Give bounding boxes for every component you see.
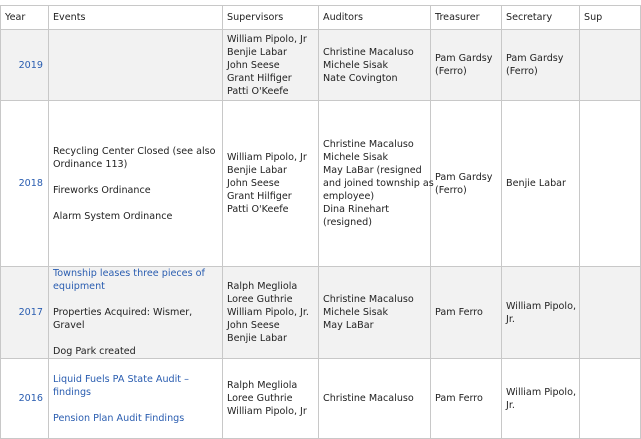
extra-cell (580, 30, 641, 101)
supervisors-cell-line: John Seese (227, 320, 280, 331)
treasurer-cell-line: Pam Ferro (435, 307, 483, 318)
auditors-cell-line: Christine Macaluso (323, 393, 414, 404)
year-cell[interactable]: 2018 (1, 101, 49, 267)
supervisors-cell-line: William Pipolo, Jr (227, 406, 307, 417)
supervisors-cell-line: Loree Guthrie (227, 393, 293, 404)
header-supervisors[interactable]: Supervisors (223, 6, 319, 30)
event-line: Properties Acquired: Wismer, Gravel (53, 307, 193, 331)
treasurer-cell-line: (Ferro) (435, 184, 467, 196)
event-line: equipment (53, 281, 105, 292)
supervisors-cell-line: John Seese (227, 178, 280, 189)
auditors-cell (319, 267, 431, 359)
auditors-cell-line: (resigned) (323, 217, 372, 228)
auditors-cell-line: Dina Rinehart (323, 204, 390, 215)
treasurer-cell-line: Pam Gardsy (435, 53, 493, 64)
secretary-cell-line: Pam Gardsy (506, 53, 564, 64)
event-line: Liquid Fuels PA State Audit – (53, 373, 189, 385)
treasurer-cell-line: Pam Gardsy (435, 171, 493, 183)
event-item (53, 306, 218, 332)
supervisors-cell-line: William Pipolo, Jr. (227, 307, 309, 318)
event-link[interactable] (53, 373, 218, 399)
event-line: Pension Plan Audit Findings (53, 412, 185, 424)
supervisors-cell-line: William Pipolo, Jr (227, 152, 307, 163)
header-auditors[interactable]: Auditors (319, 6, 431, 30)
auditors-cell-line: Christine Macaluso (323, 46, 414, 58)
event-line: Dog Park created (53, 346, 136, 357)
auditors-cell-line: Michele Sisak (323, 152, 389, 163)
events-cell (49, 101, 223, 267)
auditors-cell (319, 30, 431, 101)
supervisors-cell-line: Grant Hilfiger (227, 191, 292, 202)
event-line: Recycling Center Closed (see also (53, 145, 216, 157)
supervisors-cell-line: Benjie Labar (227, 333, 287, 344)
auditors-cell-line: and joined township as (323, 178, 434, 189)
auditors-cell-line: Christine Macaluso (323, 294, 414, 305)
supervisors-cell (223, 30, 319, 101)
auditors-cell-line: Michele Sisak (323, 59, 389, 71)
supervisors-cell-line: Ralph Megliola (227, 281, 298, 292)
supervisors-cell-line: Loree Guthrie (227, 294, 293, 305)
table-row (1, 101, 641, 267)
auditors-cell-line: Nate Covington (323, 72, 398, 84)
supervisors-cell (223, 359, 319, 439)
treasurer-cell (431, 101, 502, 267)
supervisors-cell-line: Grant Hilfiger (227, 72, 292, 84)
event-item (53, 345, 218, 358)
secretary-cell-line: Jr. (506, 313, 515, 325)
secretary-cell-line: Benjie Labar (506, 178, 566, 189)
extra-cell (580, 267, 641, 359)
treasurer-cell-line: (Ferro) (435, 66, 467, 77)
supervisors-cell-line: John Seese (227, 59, 280, 71)
auditors-cell-line: Christine Macaluso (323, 139, 414, 150)
year-cell[interactable]: 2016 (1, 359, 49, 439)
year-cell[interactable]: 2019 (1, 30, 49, 101)
supervisors-cell-line: Benjie Labar (227, 46, 287, 58)
auditors-cell-line: May LaBar (resigned (323, 165, 422, 176)
header-year[interactable]: Year (1, 6, 49, 30)
auditors-cell-line: May LaBar (323, 320, 374, 331)
event-line: findings (53, 386, 92, 398)
supervisors-cell (223, 267, 319, 359)
event-line: Township leases three pieces of (53, 268, 205, 279)
secretary-cell (502, 101, 580, 267)
event-item (53, 145, 218, 171)
event-link[interactable] (53, 412, 218, 425)
header-events[interactable]: Events (49, 6, 223, 30)
auditors-cell-line: employee) (323, 191, 375, 202)
treasurer-cell (431, 359, 502, 439)
supervisors-cell-line: Patti O'Keefe (227, 85, 289, 97)
extra-cell (580, 101, 641, 267)
table-row (1, 359, 641, 439)
supervisors-cell-line: Ralph Megliola (227, 380, 298, 391)
table-row (1, 30, 641, 101)
header-row (1, 6, 641, 30)
supervisors-cell-line: Benjie Labar (227, 165, 287, 176)
secretary-cell (502, 267, 580, 359)
extra-cell (580, 359, 641, 439)
header-secretary[interactable]: Secretary (502, 6, 580, 30)
treasurer-cell-line: Pam Ferro (435, 393, 483, 404)
event-line: Alarm System Ordinance (53, 210, 173, 222)
supervisors-cell (223, 101, 319, 267)
event-line: Ordinance 113) (53, 158, 128, 170)
secretary-cell-line: William Pipolo, (506, 300, 576, 312)
treasurer-cell (431, 30, 502, 101)
secretary-cell-line: Jr. (506, 399, 515, 411)
table-row (1, 267, 641, 359)
events-cell (49, 359, 223, 439)
supervisors-cell-line: Patti O'Keefe (227, 204, 289, 215)
event-item (53, 184, 218, 197)
auditors-cell-line: Michele Sisak (323, 307, 389, 318)
header-extra[interactable]: Sup (580, 6, 641, 30)
officials-history-table (0, 5, 641, 439)
auditors-cell (319, 359, 431, 439)
supervisors-cell-line: William Pipolo, Jr (227, 33, 307, 45)
secretary-cell (502, 359, 580, 439)
header-treasurer[interactable]: Treasurer (431, 6, 502, 30)
year-cell[interactable]: 2017 (1, 267, 49, 359)
event-line: Fireworks Ordinance (53, 184, 151, 196)
events-cell (49, 267, 223, 359)
secretary-cell-line: William Pipolo, (506, 386, 576, 398)
event-link[interactable] (53, 267, 218, 293)
treasurer-cell (431, 267, 502, 359)
event-item (53, 210, 218, 223)
auditors-cell (319, 101, 434, 267)
secretary-cell-line: (Ferro) (506, 66, 538, 77)
events-cell (49, 30, 223, 101)
secretary-cell (502, 30, 580, 101)
